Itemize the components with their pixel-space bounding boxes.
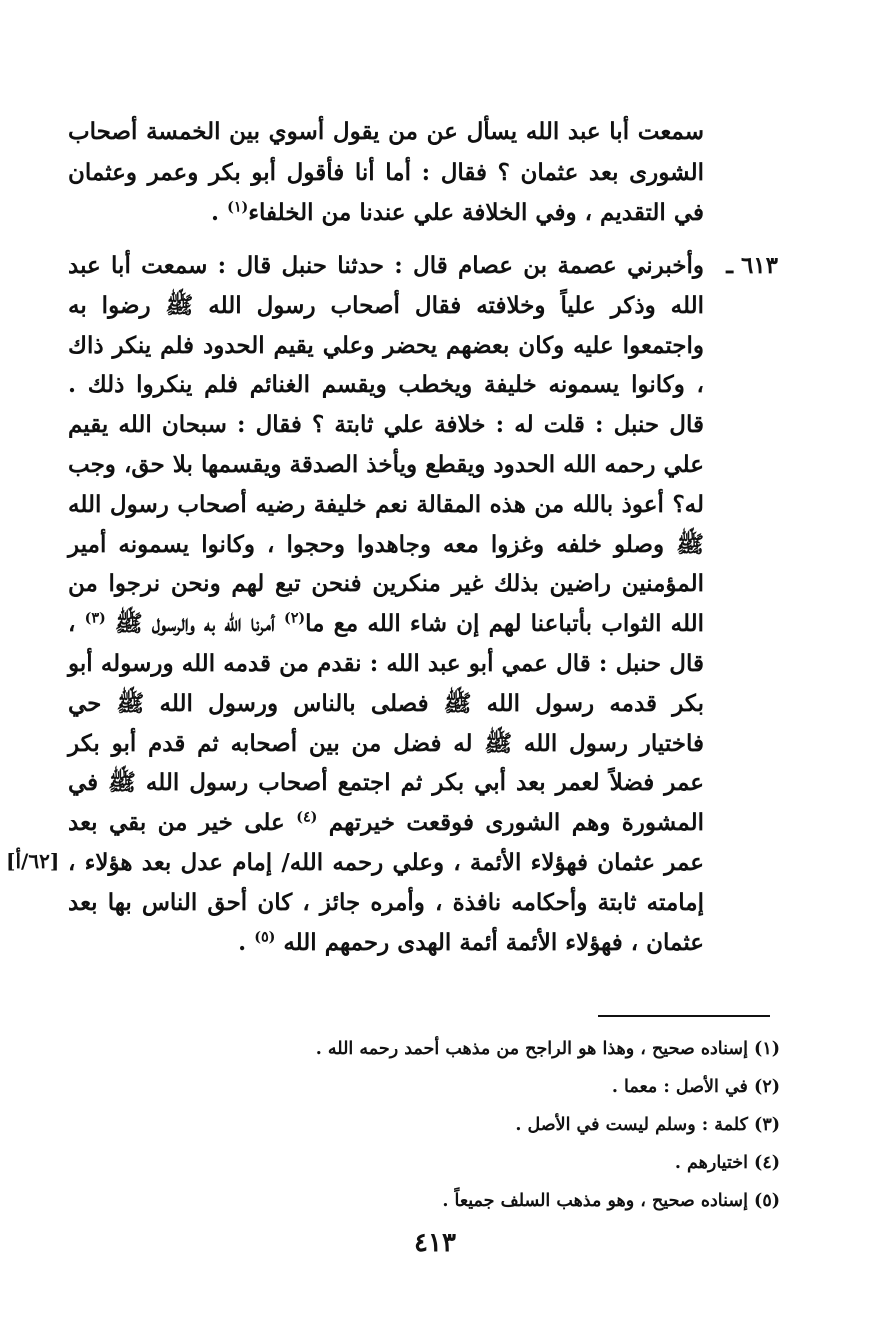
footnote-3 <box>120 1106 780 1144</box>
hadith-number: ٦١٣ ـ <box>726 252 778 279</box>
footnote-ref-3[interactable]: (٣) <box>84 610 106 627</box>
footnote-text: اختيارهم . <box>674 1153 748 1173</box>
footnote-number: (٢) <box>754 1077 780 1097</box>
footnote-ref-2[interactable]: (٢) <box>284 610 306 627</box>
footnote-ref-4[interactable]: (٤) <box>296 809 318 826</box>
paragraph-top-text: سمعت أبا عبد الله يسأل عن من يقول أسوي بين الخمسة أصحاب الشورى بعد عثمان ؟ فقال : أما أنا فأقول أبو بكر وعمر وعثمان في التقديم ، وفي الخلافة علي عندنا من الخلفاء <box>68 118 704 226</box>
manuscript-folio-ref: [٦٢/أ] <box>6 849 60 873</box>
footnote-1 <box>120 1030 780 1068</box>
hadith-613-paragraph <box>68 246 704 962</box>
footnote-2 <box>120 1068 780 1106</box>
footnote-4 <box>120 1144 780 1182</box>
footnote-number: (٤) <box>754 1153 780 1173</box>
footnote-5 <box>120 1182 780 1220</box>
page-number: ٤١٣ <box>414 1228 456 1258</box>
footnote-separator <box>598 1015 770 1017</box>
footnote-text: إسناده صحيح ، وهذا هو الراجح من مذهب أحمد رحمه الله . <box>315 1039 748 1059</box>
hadith-613-end: . <box>238 928 255 956</box>
footnotes <box>120 1030 780 1220</box>
footnote-number: (٥) <box>754 1191 780 1211</box>
footnote-text: إسناده صحيح ، وهو مذهب السلف جميعاً . <box>442 1191 748 1211</box>
paragraph-top-end: . <box>211 199 228 226</box>
footnote-number: (١) <box>754 1039 780 1059</box>
footnote-ref-1[interactable]: (١) <box>227 199 249 216</box>
paragraph-top <box>68 112 704 234</box>
footnote-number: (٣) <box>754 1115 780 1135</box>
hadith-613-part-1: وأخبرني عصمة بن عصام قال : حدثنا حنبل قال : سمعت أبا عبد الله وذكر علياً وخلافته فقال أصحاب رسول الله ﷺ رضوا به واجتمعوا عليه وكان بعضهم يحضر وعلي يقيم الحدود فلم ينكر ذاك ، وكانوا يسمونه خليفة ويخطب ويقسم الغنائم فلم ينكروا ذلك . قال حنبل : قلت له : خلافة علي ثابتة ؟ فقال : سبحان الله يقيم علي رحمه الله الحدود ويقطع ويأخذ الصدقة ويقسمها بلا حق، وجب له؟ أعوذ بالله من هذه المقالة نعم خليفة رضيه أصحاب رسول الله ﷺ وصلو خلفه وغزوا معه وجاهدوا وحجوا ، وكانوا يسمونه أمير المؤمنين راضين بذلك غير منكرين فنحن تبع لهم ونحن نرجوا من الله الثواب بأتباعنا لهم إن شاء الله مع ما <box>68 252 704 638</box>
footnote-text: كلمة : وسلم ليست في الأصل . <box>515 1115 748 1135</box>
hadith-613-part-3: ، قال حنبل : قال عمي أبو عبد الله : نقدم من قدمه الله ورسوله أبو بكر قدمه رسول الله ﷺ فصلى بالناس ورسول الله ﷺ حي فاختيار رسول الله ﷺ له فضل من بين أصحابه ثم قدم أبو بكر عمر فضلاً لعمر بعد أبي بكر ثم اجتمع أصحاب رسول الله ﷺ في المشورة وهم الشورى فوقعت خيرتهم <box>68 610 705 837</box>
footnote-ref-5[interactable]: (٥) <box>254 928 276 945</box>
hadith-613-part-2: أمرنا الله به والرسول ﷺ <box>105 610 285 638</box>
footnote-text: في الأصل : معما . <box>611 1077 748 1097</box>
hadith-613-part-4: على خير من بقي بعد عمر عثمان فهؤلاء الأئمة ، وعلي رحمه الله/ إمام عدل بعد هؤلاء ، إمامته ثابتة وأحكامه نافذة ، وأمره جائز ، كان أحق الناس بها بعد عثمان ، فهؤلاء الأئمة أئمة الهدى رحمهم الله <box>68 809 704 956</box>
